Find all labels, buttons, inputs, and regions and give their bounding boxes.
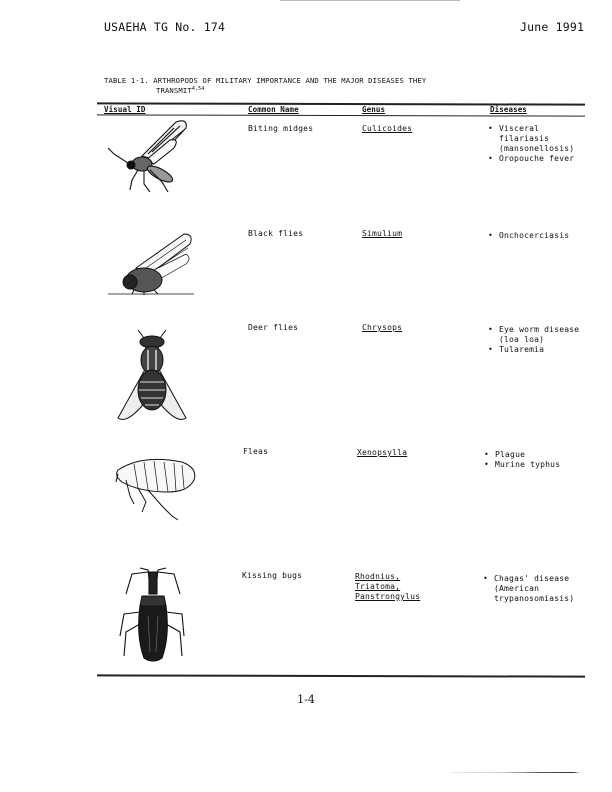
- table-bottom-rule: [97, 674, 585, 677]
- diseases-list: [484, 450, 584, 470]
- document-id: USAEHA TG No. 174: [104, 20, 226, 34]
- disease-item: • Chagas' disease (American trypanosomiasis): [483, 574, 579, 604]
- genus-list: [355, 572, 420, 602]
- column-header-genus: Genus: [362, 105, 386, 114]
- common-name: Kissing bugs: [242, 571, 303, 580]
- genus-name: Panstrongylus: [355, 592, 421, 601]
- kissing-bug-illustration-icon: [118, 566, 188, 664]
- column-header-common-name: Common Name: [248, 105, 299, 114]
- disease-item: • Visceral filariasis (mansonellosis): [488, 124, 588, 154]
- disease-item: • Tularemia: [488, 345, 588, 355]
- diseases-list: [488, 231, 588, 241]
- diseases-list: [488, 325, 588, 355]
- page-number: 1-4: [297, 693, 315, 706]
- column-header-diseases: Diseases: [490, 105, 527, 114]
- common-name: Biting midges: [248, 124, 314, 133]
- biting-midge-illustration-icon: [104, 116, 194, 196]
- genus-name: Chrysops: [362, 323, 403, 332]
- genus-name: Culicoides: [362, 124, 413, 133]
- scan-artifact-bottom: [450, 772, 580, 773]
- disease-item: • Plague: [484, 450, 584, 460]
- caption-line-2: TRANSMIT: [156, 86, 192, 95]
- diseases-list: [488, 124, 588, 164]
- scan-artifact-top: [280, 0, 460, 1]
- common-name: Deer flies: [248, 323, 299, 332]
- table-caption: [104, 76, 426, 95]
- common-name: Black flies: [248, 229, 304, 238]
- flea-illustration-icon: [112, 456, 202, 526]
- disease-item: • Onchocerciasis: [488, 231, 588, 241]
- caption-line-1: TABLE 1-1. ARTHROPODS OF MILITARY IMPORTANCE AND THE MAJOR DISEASES THEY: [104, 76, 427, 85]
- deer-fly-illustration-icon: [112, 328, 192, 428]
- caption-reference: 4,54: [191, 86, 205, 92]
- column-header-visual-id: Visual ID: [104, 105, 146, 114]
- genus-name: Xenopsylla: [357, 448, 408, 457]
- genus-name: Rhodnius,: [355, 572, 401, 581]
- disease-item: • Murine typhus: [484, 460, 584, 470]
- genus-name: Triatoma,: [355, 582, 401, 591]
- disease-item: • Oropouche fever: [488, 154, 588, 164]
- common-name: Fleas: [243, 447, 269, 456]
- black-fly-illustration-icon: [106, 228, 196, 298]
- disease-item: • Eye worm disease (loa loa): [488, 325, 588, 345]
- genus-name: Simulium: [362, 229, 403, 238]
- diseases-list: [483, 574, 579, 604]
- document-date: June 1991: [520, 20, 585, 34]
